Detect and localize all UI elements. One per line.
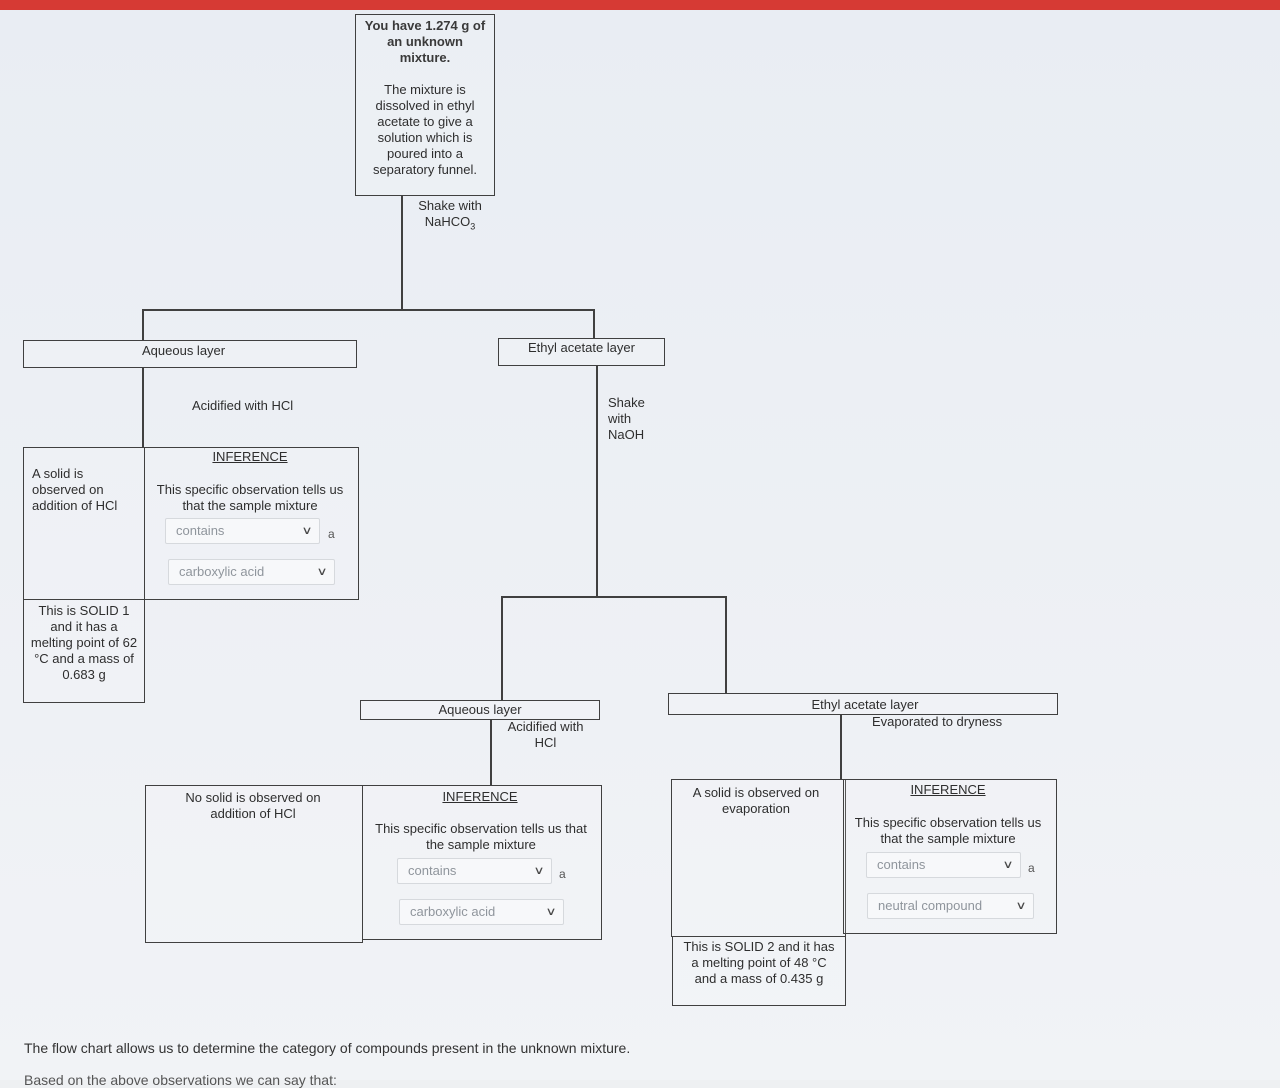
connector-left-drop [142, 309, 144, 341]
step-shake-reagent: NaHCO [424, 214, 471, 229]
observation-2-text: No solid is observed on addition of HCl [185, 790, 321, 821]
inference-3-text: This specific observation tells us that the sample mixture [854, 815, 1042, 846]
inference-1-category-value: carboxylic acid [179, 564, 265, 579]
observation-1-text: A solid is observed on addition of HCl [32, 466, 118, 513]
start-box-title: You have 1.274 g of an unknown mixture. [364, 18, 486, 65]
footer-partial-text: Based on the above observations we can say that: [24, 1072, 337, 1088]
start-box-body: The mixture is dissolved in ethyl acetate to give a solution which is poured into a separatory funnel. [372, 82, 478, 177]
connector-aq2-drop [501, 596, 503, 700]
inference-2-category-value: carboxylic acid [410, 904, 496, 919]
inference-3-category-select[interactable] [867, 893, 1034, 919]
step-shake-subscript: 3 [470, 221, 476, 232]
aqueous-layer-1-label: Aqueous layer [142, 343, 226, 358]
chevron-down-icon: ∨ [533, 865, 545, 877]
step-shake-nahco3 [405, 198, 495, 235]
inference-3-contains-value: contains [877, 857, 926, 872]
inference-3-category-value: neutral compound [878, 898, 983, 913]
connector-main-vertical [401, 196, 403, 310]
inference-3-heading: INFERENCE [910, 782, 986, 797]
inference-2-category-select[interactable] [399, 899, 564, 925]
inference-3-a-label: a [1028, 861, 1035, 875]
step-shake-line1: Shake with [418, 198, 482, 213]
inference-2-text: This specific observation tells us that the sample mixture [375, 821, 587, 852]
top-accent-bar [0, 0, 1280, 10]
footer-text: The flow chart allows us to determine the category of compounds present in the unknown mixture. [24, 1040, 631, 1056]
ethyl-layer-2-label: Ethyl acetate layer [811, 697, 919, 712]
connector-right-drop [593, 309, 595, 339]
inference-1-category-select[interactable] [168, 559, 335, 585]
aqueous-layer-1-step: Acidified with HCl [192, 398, 294, 413]
solid-1-result-text: This is SOLID 1 and it has a melting point of 62 °C and a mass of 0.683 g [30, 603, 138, 682]
connector-split-2 [501, 596, 727, 598]
connector-aq2-down [490, 720, 492, 786]
inference-2-heading: INFERENCE [442, 789, 518, 804]
inference-1-contains-value: contains [176, 523, 225, 538]
inference-2-contains-select[interactable] [397, 858, 552, 884]
inference-1-text: This specific observation tells us that the sample mixture [156, 482, 344, 513]
aqueous-layer-2-step: Acidified with HCl [507, 719, 584, 750]
connector-eth2-down [840, 715, 842, 780]
chevron-down-icon: ∨ [1002, 859, 1014, 871]
connector-eth2-drop [725, 596, 727, 694]
chevron-down-icon: ∨ [316, 566, 328, 578]
connector-main-horizontal [142, 309, 595, 311]
connector-aq1-down [142, 368, 144, 448]
inference-2-contains-value: contains [408, 863, 457, 878]
ethyl-layer-2-step: Evaporated to dryness [872, 714, 1003, 729]
aqueous-layer-2-label: Aqueous layer [438, 702, 522, 717]
chevron-down-icon: ∨ [301, 525, 313, 537]
chevron-down-icon: ∨ [1015, 900, 1027, 912]
chevron-down-icon: ∨ [545, 906, 557, 918]
ethyl-layer-1-step: Shake with NaOH [608, 395, 645, 442]
connector-eth1-down [596, 366, 598, 597]
inference-2-a-label: a [559, 867, 566, 881]
inference-1-heading: INFERENCE [212, 449, 288, 464]
ethyl-layer-1-label: Ethyl acetate layer [528, 340, 635, 355]
inference-1-a-label: a [328, 527, 335, 541]
inference-3-contains-select[interactable] [866, 852, 1021, 878]
inference-1-contains-select[interactable] [165, 518, 320, 544]
observation-3-text: A solid is observed on evaporation [692, 785, 820, 816]
solid-2-result-text: This is SOLID 2 and it has a melting point of 48 °C and a mass of 0.435 g [683, 939, 835, 986]
